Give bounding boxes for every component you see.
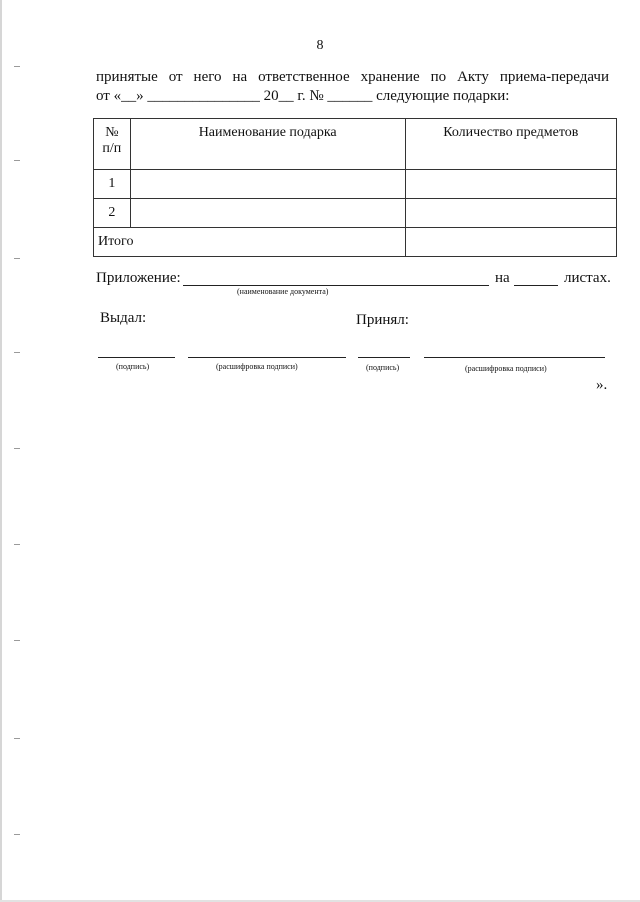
gift-name-cell bbox=[130, 170, 405, 199]
receiver-name-line bbox=[424, 357, 605, 358]
appendix-sheet-count-line bbox=[514, 285, 558, 286]
receiver-decode-caption: (расшифровка подписи) bbox=[465, 364, 547, 373]
receiver-signature-caption: (подпись) bbox=[366, 363, 400, 372]
table-header-row bbox=[94, 119, 617, 170]
quantity-cell bbox=[405, 170, 616, 199]
issued-label: Выдал: bbox=[100, 310, 147, 326]
issuer-decode-caption: (расшифровка подписи) bbox=[216, 362, 298, 371]
table-row bbox=[94, 170, 617, 199]
appendix-label: Приложение: bbox=[96, 270, 181, 286]
appendix-document-line bbox=[183, 285, 489, 286]
scan-speck bbox=[14, 258, 20, 259]
header-quantity: Количество предметов bbox=[405, 119, 616, 170]
issuer-signature-line bbox=[98, 357, 175, 358]
scan-speck bbox=[14, 834, 20, 835]
document-name-caption: (наименование документа) bbox=[237, 287, 329, 296]
intro-line-2: от «__» _______________ 20__ г. № ______ следующие подарки: bbox=[96, 88, 510, 104]
issuer-signature-caption: (подпись) bbox=[116, 362, 150, 371]
row-number: 2 bbox=[94, 199, 131, 228]
closing-quote: ». bbox=[596, 377, 608, 393]
scan-speck bbox=[14, 448, 20, 449]
scan-left-edge bbox=[0, 0, 2, 902]
quantity-cell bbox=[405, 199, 616, 228]
table-row bbox=[94, 199, 617, 228]
issuer-name-line bbox=[188, 357, 346, 358]
appendix-on-label: на bbox=[495, 270, 510, 286]
row-number: 1 bbox=[94, 170, 131, 199]
scan-speck bbox=[14, 640, 20, 641]
scan-speck bbox=[14, 738, 20, 739]
total-quantity-cell bbox=[405, 228, 616, 257]
intro-line-1: принятые от него на ответственное хранение по Акту приема-передачи bbox=[96, 69, 609, 85]
table-total-row bbox=[94, 228, 617, 257]
header-number: № п/п bbox=[94, 119, 131, 170]
appendix-sheets-label: листах. bbox=[564, 270, 611, 286]
total-label: Итого bbox=[94, 228, 406, 257]
gift-name-cell bbox=[130, 199, 405, 228]
scan-speck bbox=[14, 160, 20, 161]
scan-speck bbox=[14, 352, 20, 353]
received-label: Принял: bbox=[356, 312, 409, 328]
gifts-table bbox=[93, 118, 617, 257]
page-number: 8 bbox=[316, 38, 324, 53]
receiver-signature-line bbox=[358, 357, 410, 358]
header-gift-name: Наименование подарка bbox=[130, 119, 405, 170]
scan-speck bbox=[14, 544, 20, 545]
scan-speck bbox=[14, 66, 20, 67]
